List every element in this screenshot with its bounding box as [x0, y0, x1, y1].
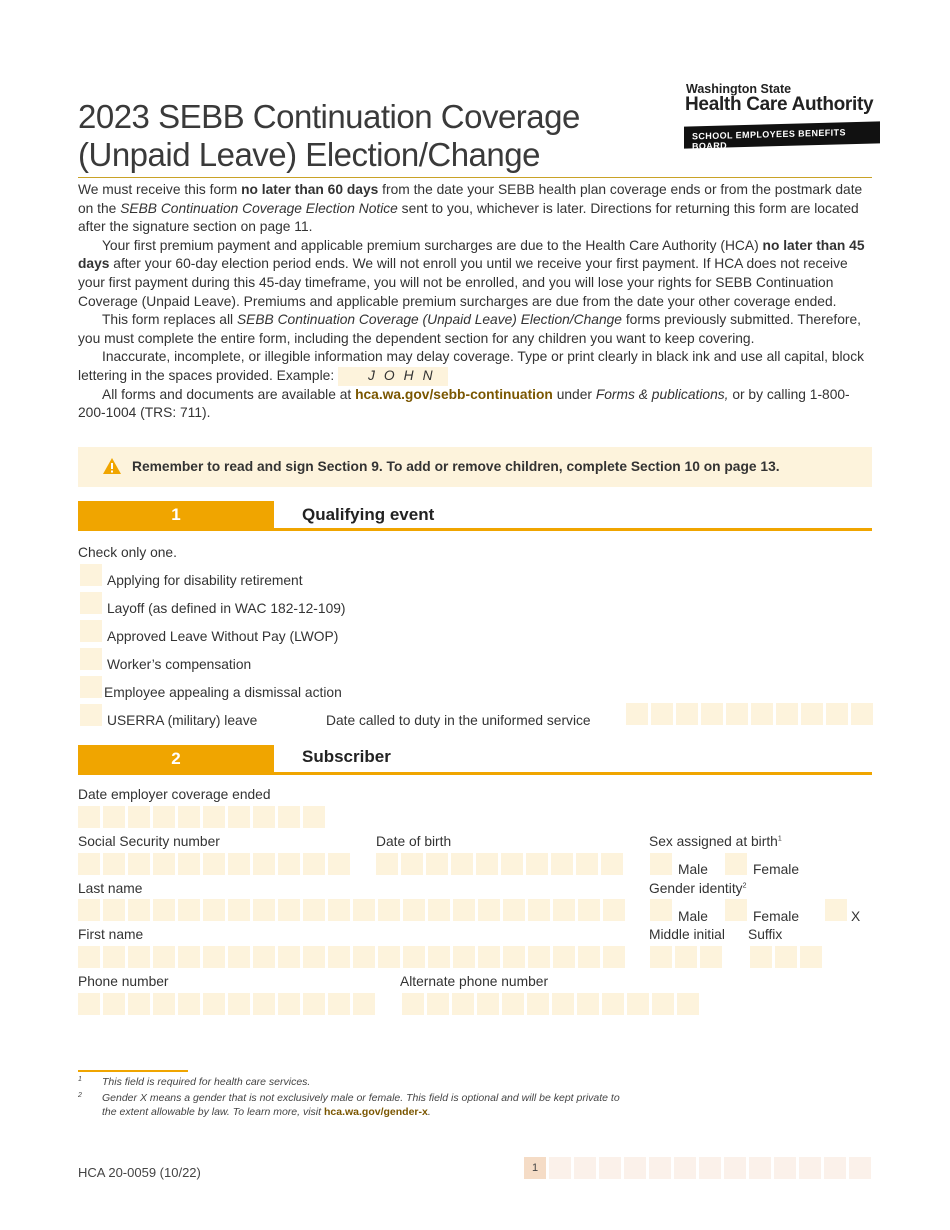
- logo-bar: [684, 121, 880, 152]
- option-workers-comp: Worker’s compensation: [107, 657, 252, 672]
- ssn-label: Social Security number: [78, 834, 220, 849]
- option-lwop: Approved Leave Without Pay (LWOP): [107, 629, 339, 644]
- duty-date-field[interactable]: [626, 703, 873, 725]
- date-ended-label: Date employer coverage ended: [78, 787, 271, 802]
- checkbox-sex-male[interactable]: [650, 853, 672, 875]
- checkbox-layoff[interactable]: [80, 592, 102, 614]
- checkbox-disability[interactable]: [80, 564, 102, 586]
- gender-male-label: Male: [678, 909, 708, 924]
- checkbox-sex-female[interactable]: [725, 853, 747, 875]
- checkbox-gender-female[interactable]: [725, 899, 747, 921]
- checkbox-gender-male[interactable]: [650, 899, 672, 921]
- gender-label: Gender identity$^2$: [649, 881, 747, 896]
- intro-p1: We must receive this form no later than 60 days from the date your SEBB health plan coverage ends or from the postmark date on the SEBB Continuation Coverage Election Notice sent to you, whichever is later. Directions for returning this form are located after the signature section on page 11.: [78, 182, 863, 235]
- phone-field[interactable]: [78, 993, 375, 1015]
- middle-initial-label: Middle initial: [649, 927, 725, 942]
- logo-agency: Health Care Authority: [685, 94, 874, 115]
- suffix-label: Suffix: [748, 927, 783, 942]
- form-id: HCA 20-0059 (10/22): [78, 1165, 201, 1180]
- footnote-rule: [78, 1070, 188, 1072]
- last-name-field[interactable]: [78, 899, 625, 921]
- section-1-rule: [78, 528, 872, 531]
- check-instruction: Check only one.: [78, 545, 177, 560]
- dob-field[interactable]: [376, 853, 623, 875]
- first-name-label: First name: [78, 927, 144, 942]
- example-lettering: JOHN: [338, 367, 448, 386]
- checkbox-lwop[interactable]: [80, 620, 102, 642]
- middle-initial-field[interactable]: [650, 946, 722, 968]
- gender-x-link[interactable]: hca.wa.gov/gender-x: [323, 1106, 428, 1118]
- suffix-field[interactable]: [750, 946, 822, 968]
- checkbox-workers-comp[interactable]: [80, 648, 102, 670]
- title-line-2: (Unpaid Leave) Election/Change: [78, 136, 540, 173]
- alt-phone-label: Alternate phone number: [400, 974, 549, 989]
- phone-label: Phone number: [78, 974, 169, 989]
- first-name-field[interactable]: [78, 946, 625, 968]
- logo-bar-text: SCHOOL EMPLOYEES BENEFITS BOARD: [692, 127, 846, 152]
- checkbox-userra[interactable]: [80, 704, 102, 726]
- alt-phone-field[interactable]: [402, 993, 699, 1015]
- intro-p2: Your first premium payment and applicable premium surcharges are due to the Health Care Authority (HCA) no later than 45 days after your 60-day election period ends. We will not enroll you until we receive your first payment. If HCA does not receive your first payment during this 45-day timeframe, you will not be enrolled, and you will lose your rights for SEBB Continuation Coverage (Unpaid Leave). Premiums and applicable premium surcharges are due from the date your other coverage ended.: [78, 237, 865, 309]
- section-2-title: Subscriber: [302, 747, 391, 766]
- date-ended-field[interactable]: [78, 806, 325, 828]
- intro-p3: This form replaces all SEBB Continuation Coverage (Unpaid Leave) Election/Change forms previously submitted. Therefore, you must complete the entire form, including the dependent section for any children you want to keep covering.: [78, 312, 861, 346]
- page-number-strip: [524, 1157, 871, 1179]
- sex-female-label: Female: [753, 862, 800, 877]
- warning-icon: [102, 457, 122, 475]
- continuation-link[interactable]: hca.wa.gov/sebb-continuation: [355, 386, 553, 402]
- option-disability: Applying for disability retirement: [107, 573, 303, 588]
- option-userra: USERRA (military) leave: [107, 713, 258, 728]
- dob-label: Date of birth: [376, 834, 452, 849]
- footnote-1: 1 This field is required for health care services.: [78, 1076, 311, 1088]
- title-rule: [78, 177, 872, 178]
- intro-p5: All forms and documents are available at hca.wa.gov/sebb-continuation under Forms & publications, or by calling 1-800-200-1004 (TRS: 711).: [78, 386, 850, 421]
- title-line-1: 2023 SEBB Continuation Coverage: [78, 98, 580, 135]
- last-name-label: Last name: [78, 881, 143, 896]
- duty-date-label: Date called to duty in the uniformed service: [326, 713, 591, 728]
- page-number: 1: [524, 1157, 546, 1179]
- checkbox-gender-x[interactable]: [825, 899, 847, 921]
- notice-box: [78, 447, 872, 487]
- section-1-number: 1: [78, 501, 274, 529]
- sex-label: Sex assigned at birth$^1$: [649, 834, 782, 849]
- option-dismissal: Employee appealing a dismissal action: [104, 685, 342, 700]
- intro-p4: Inaccurate, incomplete, or illegible information may delay coverage. Type or print clearly in black ink and use all capital, block lettering in the spaces provided. Example: JOHN: [78, 348, 872, 385]
- section-2-number: 2: [78, 745, 274, 773]
- logo-state: Washington State: [686, 82, 792, 96]
- gender-female-label: Female: [753, 909, 800, 924]
- section-2-rule: [78, 772, 872, 775]
- checkbox-dismissal[interactable]: [80, 676, 102, 698]
- notice-text: Remember to read and sign Section 9. To add or remove children, complete Section 10 on page 13.: [132, 459, 780, 474]
- sex-male-label: Male: [678, 862, 708, 877]
- ssn-field[interactable]: [78, 853, 350, 875]
- option-layoff: Layoff (as defined in WAC 182-12-109): [107, 601, 346, 616]
- section-1-title: Qualifying event: [302, 505, 435, 524]
- gender-x-label: X: [851, 909, 861, 924]
- footnote-2: 2 Gender X means a gender that is not exclusively male or female. This field is optional and will be kept private to the extent allowable by law. To learn more, visit hca.wa.gov/gender-x.: [78, 1092, 620, 1118]
- intro-text: [78, 181, 872, 423]
- page-title: [78, 98, 638, 174]
